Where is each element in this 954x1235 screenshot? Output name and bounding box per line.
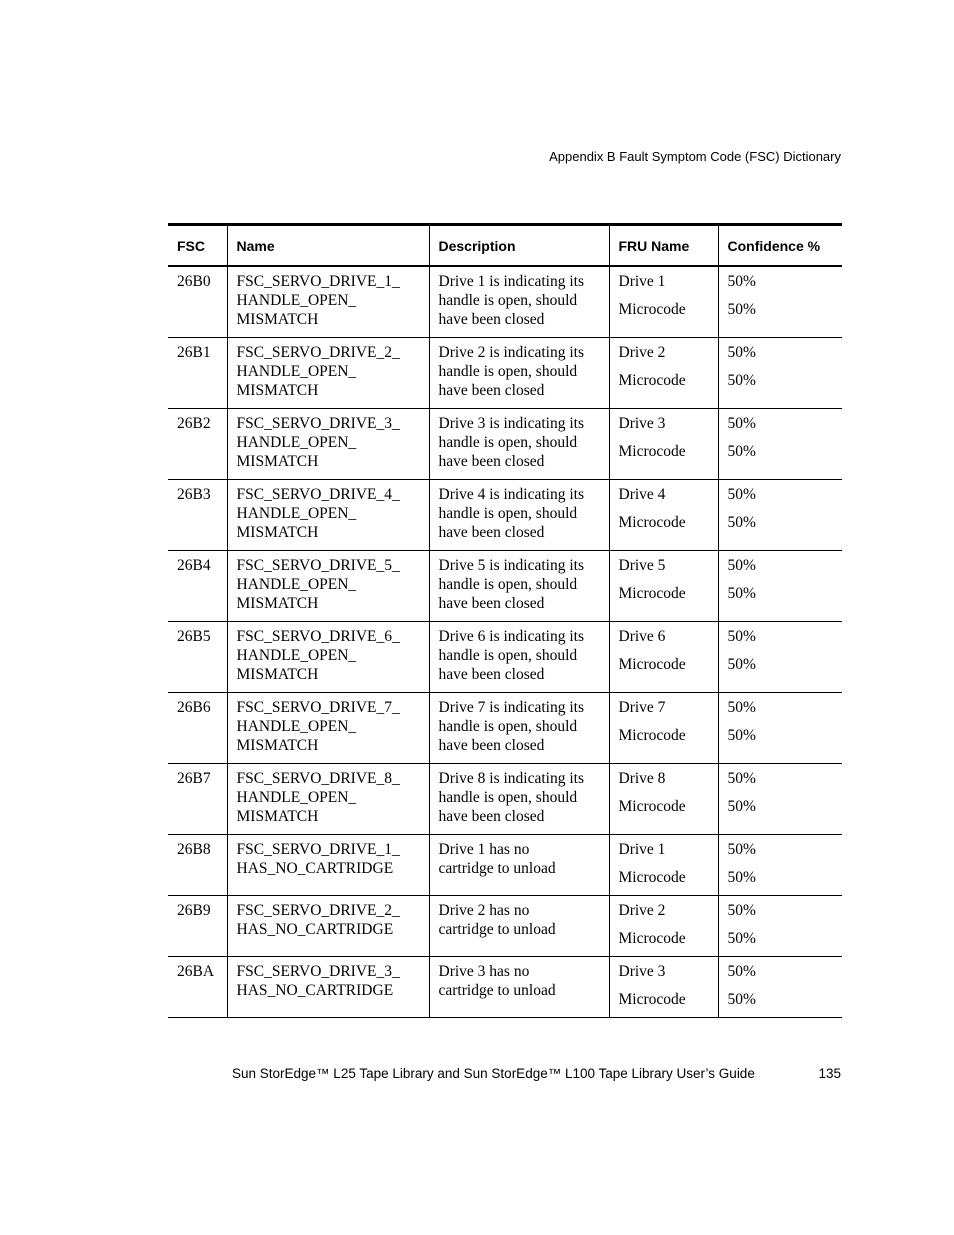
description-line: Drive 3 has no [438, 963, 530, 980]
column-header-description: Description [429, 225, 609, 267]
cell-fru-name [609, 693, 718, 764]
table-header-row [168, 225, 842, 267]
cell-name [227, 266, 429, 338]
confidence-entry: 50% [727, 443, 756, 460]
description-line: have been closed [438, 382, 545, 399]
confidence-entry: 50% [727, 656, 756, 673]
cell-name [227, 338, 429, 409]
table-body [168, 266, 842, 1018]
confidence-entry: 50% [727, 628, 756, 645]
cell-fsc: 26B5 [168, 622, 227, 693]
description-line: handle is open, should [438, 505, 578, 522]
description-line: have been closed [438, 524, 545, 541]
cell-fsc: 26B3 [168, 480, 227, 551]
description-line: cartridge to unload [438, 982, 556, 999]
cell-fru-name [609, 266, 718, 338]
description-line: have been closed [438, 453, 545, 470]
fru-entry: Drive 2 [618, 344, 666, 361]
description-line: have been closed [438, 595, 545, 612]
page-number: 135 [818, 1066, 841, 1081]
cell-fsc: 26BA [168, 957, 227, 1018]
page-footer [232, 1066, 841, 1081]
cell-name [227, 480, 429, 551]
fru-entry: Drive 6 [618, 628, 666, 645]
cell-fru-name [609, 896, 718, 957]
name-line: FSC_SERVO_DRIVE_7_ [236, 699, 400, 716]
fru-entry: Microcode [618, 585, 686, 602]
cell-name [227, 622, 429, 693]
cell-fsc: 26B0 [168, 266, 227, 338]
confidence-entry: 50% [727, 372, 756, 389]
name-line: FSC_SERVO_DRIVE_2_ [236, 902, 400, 919]
fru-entry: Microcode [618, 991, 686, 1008]
confidence-entry: 50% [727, 770, 756, 787]
description-line: have been closed [438, 808, 545, 825]
cell-fsc: 26B2 [168, 409, 227, 480]
cell-description [429, 480, 609, 551]
description-line: handle is open, should [438, 718, 578, 735]
name-line: HANDLE_OPEN_ [236, 647, 357, 664]
cell-description [429, 693, 609, 764]
fru-entry: Drive 1 [618, 841, 666, 858]
cell-fru-name [609, 338, 718, 409]
column-header-fru-name: FRU Name [609, 225, 718, 267]
confidence-entry: 50% [727, 557, 756, 574]
description-line: Drive 6 is indicating its [438, 628, 585, 645]
name-line: MISMATCH [236, 808, 319, 825]
confidence-entry: 50% [727, 585, 756, 602]
column-header-name: Name [227, 225, 429, 267]
fru-entry: Drive 8 [618, 770, 666, 787]
name-line: MISMATCH [236, 382, 319, 399]
fru-entry: Microcode [618, 301, 686, 318]
description-line: have been closed [438, 311, 545, 328]
cell-name [227, 957, 429, 1018]
description-line: cartridge to unload [438, 921, 556, 938]
name-line: HANDLE_OPEN_ [236, 434, 357, 451]
cell-confidence [718, 957, 842, 1018]
table-row [168, 551, 842, 622]
confidence-entry: 50% [727, 415, 756, 432]
confidence-entry: 50% [727, 930, 756, 947]
cell-confidence [718, 764, 842, 835]
cell-description [429, 338, 609, 409]
description-line: Drive 7 is indicating its [438, 699, 585, 716]
cell-confidence [718, 338, 842, 409]
fru-entry: Drive 1 [618, 273, 666, 290]
cell-fsc: 26B1 [168, 338, 227, 409]
confidence-entry: 50% [727, 902, 756, 919]
confidence-entry: 50% [727, 727, 756, 744]
name-line: HANDLE_OPEN_ [236, 576, 357, 593]
description-line: Drive 2 is indicating its [438, 344, 585, 361]
cell-description [429, 266, 609, 338]
cell-description [429, 622, 609, 693]
footer-book-title: Sun StorEdge™ L25 Tape Library and Sun StorEdge™ L100 Tape Library User’s Guide [232, 1066, 755, 1081]
name-line: HANDLE_OPEN_ [236, 789, 357, 806]
name-line: HAS_NO_CARTRIDGE [236, 982, 394, 999]
description-line: handle is open, should [438, 292, 578, 309]
cell-confidence [718, 409, 842, 480]
cell-fsc: 26B8 [168, 835, 227, 896]
fru-entry: Drive 3 [618, 963, 666, 980]
table-row [168, 764, 842, 835]
cell-fru-name [609, 957, 718, 1018]
confidence-entry: 50% [727, 963, 756, 980]
table-row [168, 480, 842, 551]
cell-confidence [718, 622, 842, 693]
cell-fru-name [609, 622, 718, 693]
confidence-entry: 50% [727, 486, 756, 503]
cell-confidence [718, 551, 842, 622]
description-line: have been closed [438, 737, 545, 754]
cell-description [429, 551, 609, 622]
cell-description [429, 835, 609, 896]
fru-entry: Drive 2 [618, 902, 666, 919]
description-line: handle is open, should [438, 789, 578, 806]
name-line: FSC_SERVO_DRIVE_3_ [236, 963, 400, 980]
description-line: Drive 1 is indicating its [438, 273, 585, 290]
name-line: HANDLE_OPEN_ [236, 363, 357, 380]
cell-description [429, 896, 609, 957]
fru-entry: Drive 5 [618, 557, 666, 574]
fru-entry: Microcode [618, 443, 686, 460]
name-line: MISMATCH [236, 666, 319, 683]
confidence-entry: 50% [727, 991, 756, 1008]
fru-entry: Microcode [618, 727, 686, 744]
table-row [168, 338, 842, 409]
cell-fsc: 26B4 [168, 551, 227, 622]
description-line: handle is open, should [438, 434, 578, 451]
name-line: MISMATCH [236, 311, 319, 328]
confidence-entry: 50% [727, 841, 756, 858]
table-row [168, 835, 842, 896]
fru-entry: Drive 7 [618, 699, 666, 716]
description-line: handle is open, should [438, 363, 578, 380]
cell-name [227, 551, 429, 622]
confidence-entry: 50% [727, 273, 756, 290]
confidence-entry: 50% [727, 514, 756, 531]
name-line: HANDLE_OPEN_ [236, 718, 357, 735]
cell-description [429, 957, 609, 1018]
fru-entry: Microcode [618, 372, 686, 389]
fru-entry: Microcode [618, 869, 686, 886]
fsc-table [168, 223, 842, 1018]
name-line: FSC_SERVO_DRIVE_5_ [236, 557, 400, 574]
cell-fsc: 26B7 [168, 764, 227, 835]
name-line: FSC_SERVO_DRIVE_4_ [236, 486, 400, 503]
description-line: Drive 5 is indicating its [438, 557, 585, 574]
confidence-entry: 50% [727, 301, 756, 318]
name-line: MISMATCH [236, 737, 319, 754]
description-line: cartridge to unload [438, 860, 556, 877]
description-line: Drive 4 is indicating its [438, 486, 585, 503]
table-row [168, 622, 842, 693]
cell-confidence [718, 835, 842, 896]
description-line: Drive 1 has no [438, 841, 530, 858]
name-line: FSC_SERVO_DRIVE_8_ [236, 770, 400, 787]
name-line: FSC_SERVO_DRIVE_2_ [236, 344, 400, 361]
confidence-entry: 50% [727, 869, 756, 886]
fru-entry: Microcode [618, 514, 686, 531]
cell-name [227, 835, 429, 896]
cell-fsc: 26B9 [168, 896, 227, 957]
cell-confidence [718, 480, 842, 551]
fru-entry: Drive 3 [618, 415, 666, 432]
running-header: Appendix B Fault Symptom Code (FSC) Dictionary [549, 149, 841, 164]
name-line: MISMATCH [236, 524, 319, 541]
cell-confidence [718, 896, 842, 957]
cell-name [227, 896, 429, 957]
cell-name [227, 693, 429, 764]
name-line: FSC_SERVO_DRIVE_6_ [236, 628, 400, 645]
description-line: Drive 2 has no [438, 902, 530, 919]
description-line: have been closed [438, 666, 545, 683]
name-line: MISMATCH [236, 595, 319, 612]
name-line: MISMATCH [236, 453, 319, 470]
column-header-confidence: Confidence % [718, 225, 842, 267]
cell-fru-name [609, 551, 718, 622]
fru-entry: Drive 4 [618, 486, 666, 503]
cell-name [227, 409, 429, 480]
name-line: FSC_SERVO_DRIVE_1_ [236, 841, 400, 858]
fru-entry: Microcode [618, 798, 686, 815]
table-row [168, 896, 842, 957]
name-line: FSC_SERVO_DRIVE_3_ [236, 415, 400, 432]
name-line: HAS_NO_CARTRIDGE [236, 921, 394, 938]
description-line: Drive 8 is indicating its [438, 770, 585, 787]
confidence-entry: 50% [727, 798, 756, 815]
description-line: handle is open, should [438, 576, 578, 593]
name-line: HANDLE_OPEN_ [236, 292, 357, 309]
cell-fsc: 26B6 [168, 693, 227, 764]
cell-description [429, 764, 609, 835]
cell-name [227, 764, 429, 835]
cell-fru-name [609, 480, 718, 551]
fru-entry: Microcode [618, 930, 686, 947]
cell-description [429, 409, 609, 480]
confidence-entry: 50% [727, 344, 756, 361]
description-line: handle is open, should [438, 647, 578, 664]
cell-fru-name [609, 764, 718, 835]
table-row [168, 957, 842, 1018]
cell-confidence [718, 693, 842, 764]
fru-entry: Microcode [618, 656, 686, 673]
cell-confidence [718, 266, 842, 338]
cell-fru-name [609, 409, 718, 480]
name-line: HAS_NO_CARTRIDGE [236, 860, 394, 877]
name-line: HANDLE_OPEN_ [236, 505, 357, 522]
description-line: Drive 3 is indicating its [438, 415, 585, 432]
confidence-entry: 50% [727, 699, 756, 716]
table-row [168, 266, 842, 338]
table-row [168, 409, 842, 480]
column-header-fsc: FSC [168, 225, 227, 267]
cell-fru-name [609, 835, 718, 896]
table-row [168, 693, 842, 764]
name-line: FSC_SERVO_DRIVE_1_ [236, 273, 400, 290]
